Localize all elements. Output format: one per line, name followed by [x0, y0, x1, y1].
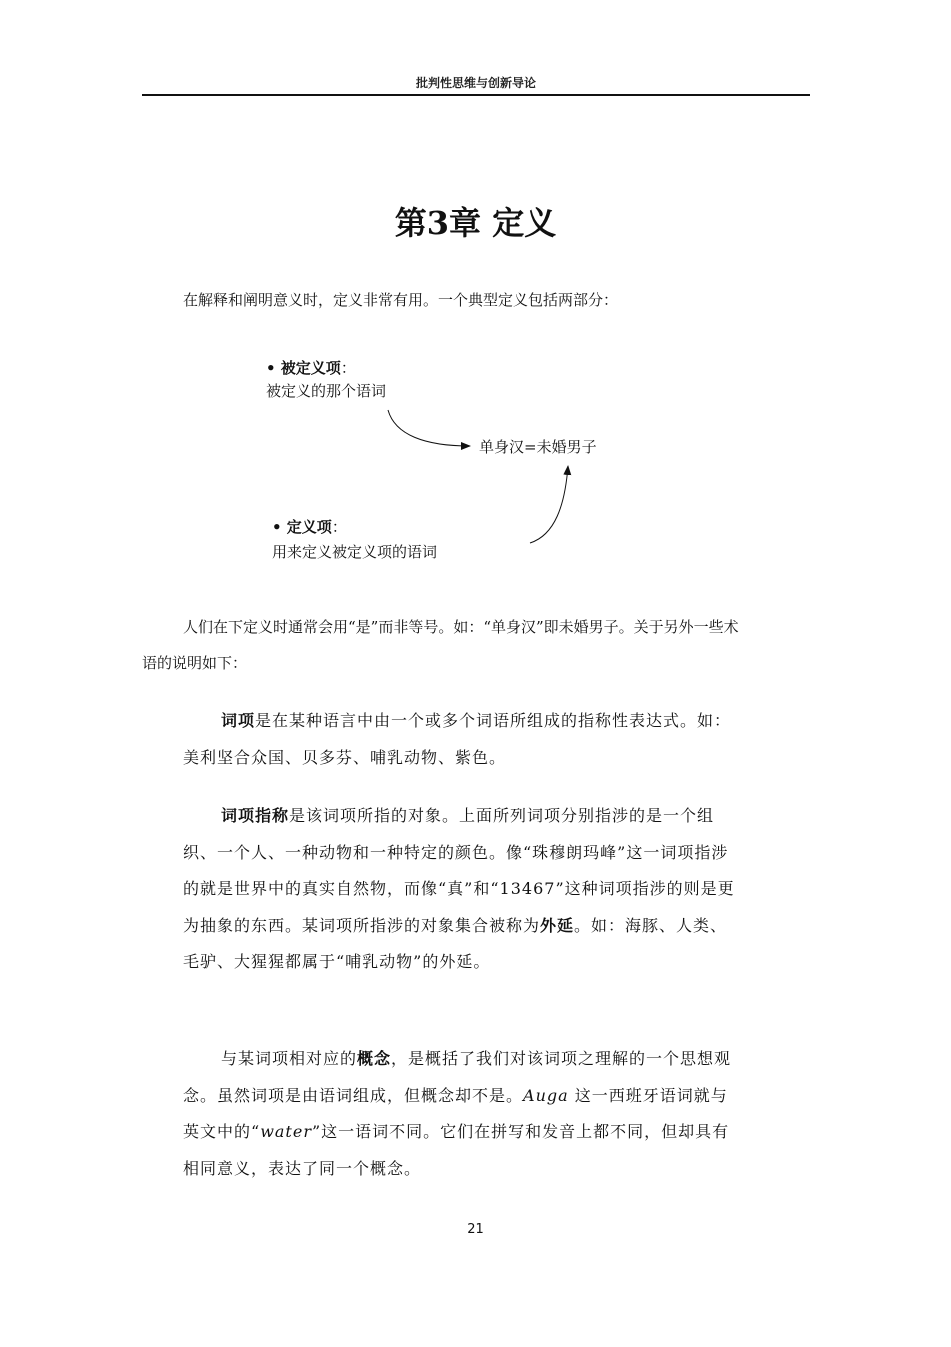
concept-text-1: 与某词项相对应的	[221, 1049, 358, 1068]
definiendum-desc: 被定义的那个语词	[266, 382, 387, 400]
concept-block	[183, 1041, 743, 1187]
definiendum-colon: ：	[340, 359, 356, 377]
term-heading: 词项	[221, 711, 256, 730]
chapter-title: 第3章 定义	[394, 204, 557, 242]
extension-term: 外延	[540, 915, 575, 935]
definiens-colon: ：	[331, 518, 347, 536]
definiendum-arrow	[388, 410, 470, 446]
reference-text-1: 是该词项所指的对象。上面所列词项分别指涉的是一个组织、一个人、一种动物和一种特定的颜色。像“珠穆朗玛峰”这一词项指涉的就是世界中的真实自然物，而像“真”和“13467”这种词项指涉的则是更为抽象的东西。某词项所指涉的对象集合被称为	[183, 806, 735, 935]
reference-text-2: 。如：海豚、人类、毛驴、大猩猩都属于“哺乳动物”的外延。	[183, 915, 728, 971]
definiens-arrow	[530, 466, 568, 543]
term-text: 是在某种语言中由一个或多个词语所组成的指称性表达式。如：美利坚合众国、贝多芬、哺乳动物、紫色。	[183, 711, 732, 767]
running-header: 批判性思维与创新导论	[415, 76, 536, 90]
page-number: 21	[467, 1222, 484, 1237]
reference-block	[183, 798, 743, 981]
definiens-desc: 用来定义被定义项的语词	[272, 543, 438, 561]
paragraph-line-1: 人们在下定义时通常会用“是”而非等号。如：“单身汉”即未婚男子。关于另外一些术	[183, 618, 739, 636]
concept-text-4: ”这一语词不同。它们在拼写和发音上都不同，但却具有相同意义，表达了同一个概念。	[183, 1122, 730, 1178]
definiendum-label: • 被定义项	[266, 359, 341, 377]
concept-text-3: 这一西班牙语词就与英文中的“	[183, 1085, 728, 1141]
concept-text-2: ，是概括了我们对该词项之理解的一个思想观念。虽然词项是由语词组成，但概念却不是。	[183, 1049, 732, 1105]
concept-term: 概念	[357, 1049, 392, 1068]
concept-italic-water: water	[260, 1122, 312, 1141]
concept-italic-auga: Auga	[523, 1085, 569, 1105]
definiens-label: • 定义项	[272, 518, 332, 536]
term-block	[183, 703, 743, 776]
intro-paragraph: 在解释和阐明意义时，定义非常有用。一个典型定义包括两部分：	[183, 291, 619, 309]
definition-example: 单身汉=未婚男子	[479, 438, 597, 456]
paragraph-line-2: 语的说明如下：	[142, 654, 248, 672]
reference-heading: 词项指称	[221, 806, 290, 825]
